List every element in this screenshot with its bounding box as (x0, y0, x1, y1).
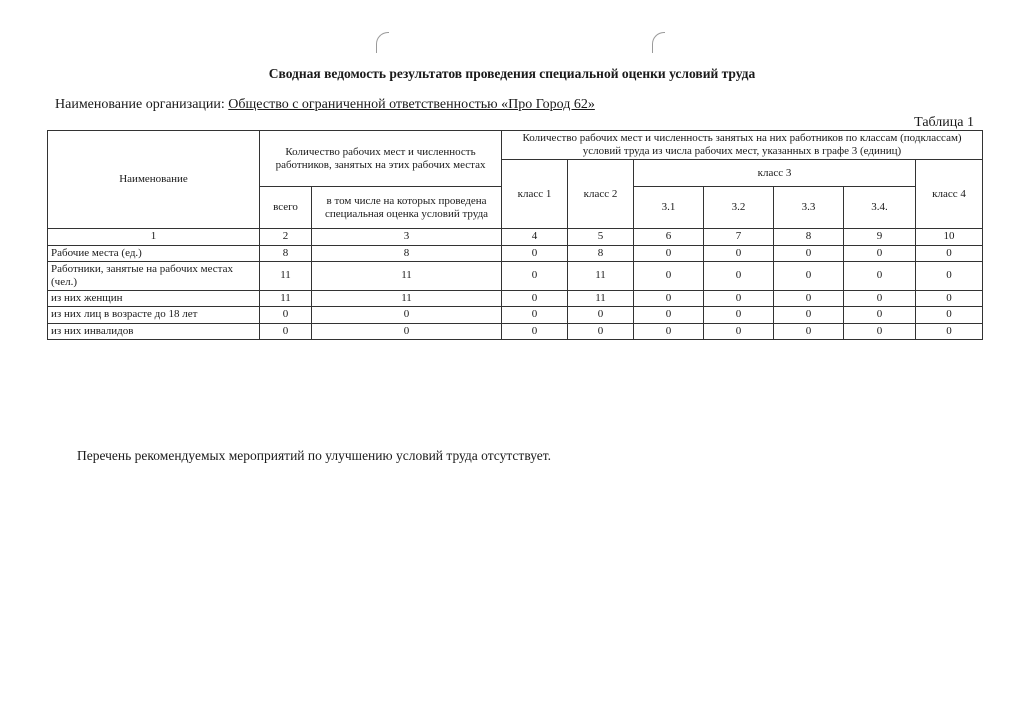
recommendations-note: Перечень рекомендуемых мероприятий по улучшению условий труда отсутствует. (77, 448, 552, 463)
table-row (48, 323, 983, 339)
header-assessed: в том числе на которых проведена специальная оценка условий труда (312, 187, 502, 229)
organization-label: Наименование организации: (55, 97, 225, 112)
header-class3: класс 3 (634, 160, 916, 187)
column-number: 3 (312, 229, 502, 245)
column-number: 4 (502, 229, 568, 245)
row-label: из них лиц в возрасте до 18 лет (48, 307, 260, 323)
table-cell: 0 (844, 291, 916, 307)
table-cell: 0 (502, 307, 568, 323)
results-table (47, 130, 983, 340)
table-cell: 0 (502, 261, 568, 290)
table-cell: 0 (260, 307, 312, 323)
column-number: 1 (48, 229, 260, 245)
table-cell: 0 (634, 291, 704, 307)
table-cell: 0 (634, 261, 704, 290)
table-cell: 11 (312, 291, 502, 307)
table-cell: 0 (774, 307, 844, 323)
header-workplaces-group: Количество рабочих мест и численность работников, занятых на этих рабочих местах (260, 131, 502, 187)
column-number: 2 (260, 229, 312, 245)
punch-hole-left (376, 32, 389, 53)
table-cell: 0 (704, 245, 774, 261)
column-number: 5 (568, 229, 634, 245)
header-class2: класс 2 (568, 160, 634, 229)
column-number: 8 (774, 229, 844, 245)
column-number: 6 (634, 229, 704, 245)
table-cell: 0 (774, 291, 844, 307)
column-number: 10 (916, 229, 983, 245)
table-cell: 11 (568, 291, 634, 307)
table-cell: 0 (568, 323, 634, 339)
table-cell: 11 (312, 261, 502, 290)
header-class3-3: 3.3 (774, 187, 844, 229)
table-cell: 0 (502, 323, 568, 339)
organization-line (55, 97, 595, 113)
table-cell: 0 (844, 323, 916, 339)
table-cell: 0 (568, 307, 634, 323)
table-cell: 8 (260, 245, 312, 261)
column-number-row (48, 229, 983, 245)
row-label: из них инвалидов (48, 323, 260, 339)
table-row (48, 291, 983, 307)
table-cell: 0 (634, 323, 704, 339)
column-number: 9 (844, 229, 916, 245)
table-cell: 0 (916, 307, 983, 323)
punch-hole-right (652, 32, 665, 53)
table-cell: 0 (260, 323, 312, 339)
header-classes-group: Количество рабочих мест и численность занятых на них работников по классам (подклассам) условий труда из числа рабочих мест, указанных в графе 3 (единиц) (502, 131, 983, 160)
table-cell: 0 (774, 323, 844, 339)
table-cell: 0 (844, 261, 916, 290)
table-cell: 0 (774, 261, 844, 290)
table-cell: 0 (502, 245, 568, 261)
table-cell: 0 (312, 323, 502, 339)
table-row (48, 307, 983, 323)
header-total: всего (260, 187, 312, 229)
document-title: Сводная ведомость результатов проведения специальной оценки условий труда (268, 66, 756, 81)
table-cell: 11 (260, 291, 312, 307)
column-number: 7 (704, 229, 774, 245)
table-cell: 0 (844, 307, 916, 323)
header-class1: класс 1 (502, 160, 568, 229)
table-cell: 0 (916, 245, 983, 261)
row-label: из них женщин (48, 291, 260, 307)
table-cell: 11 (260, 261, 312, 290)
table-cell: 0 (312, 307, 502, 323)
table-cell: 0 (844, 245, 916, 261)
table-cell: 0 (634, 307, 704, 323)
table-cell: 11 (568, 261, 634, 290)
header-class3-1: 3.1 (634, 187, 704, 229)
table-cell: 0 (634, 245, 704, 261)
header-class3-4: 3.4. (844, 187, 916, 229)
row-label: Работники, занятые на рабочих местах (чел.) (48, 261, 260, 290)
table-cell: 0 (916, 291, 983, 307)
table-row (48, 245, 983, 261)
header-name: Наименование (48, 131, 260, 229)
table-cell: 0 (916, 261, 983, 290)
table-cell: 0 (704, 323, 774, 339)
table-cell: 8 (568, 245, 634, 261)
table-row (48, 261, 983, 290)
row-label: Рабочие места (ед.) (48, 245, 260, 261)
header-class3-2: 3.2 (704, 187, 774, 229)
table-cell: 0 (704, 307, 774, 323)
table-cell: 0 (502, 291, 568, 307)
table-cell: 0 (704, 291, 774, 307)
header-class4: класс 4 (916, 160, 983, 229)
table-cell: 0 (774, 245, 844, 261)
table-cell: 8 (312, 245, 502, 261)
organization-name: Общество с ограниченной ответственностью «Про Город 62» (228, 97, 595, 112)
table-cell: 0 (704, 261, 774, 290)
table-cell: 0 (916, 323, 983, 339)
table-caption: Таблица 1 (914, 115, 974, 130)
